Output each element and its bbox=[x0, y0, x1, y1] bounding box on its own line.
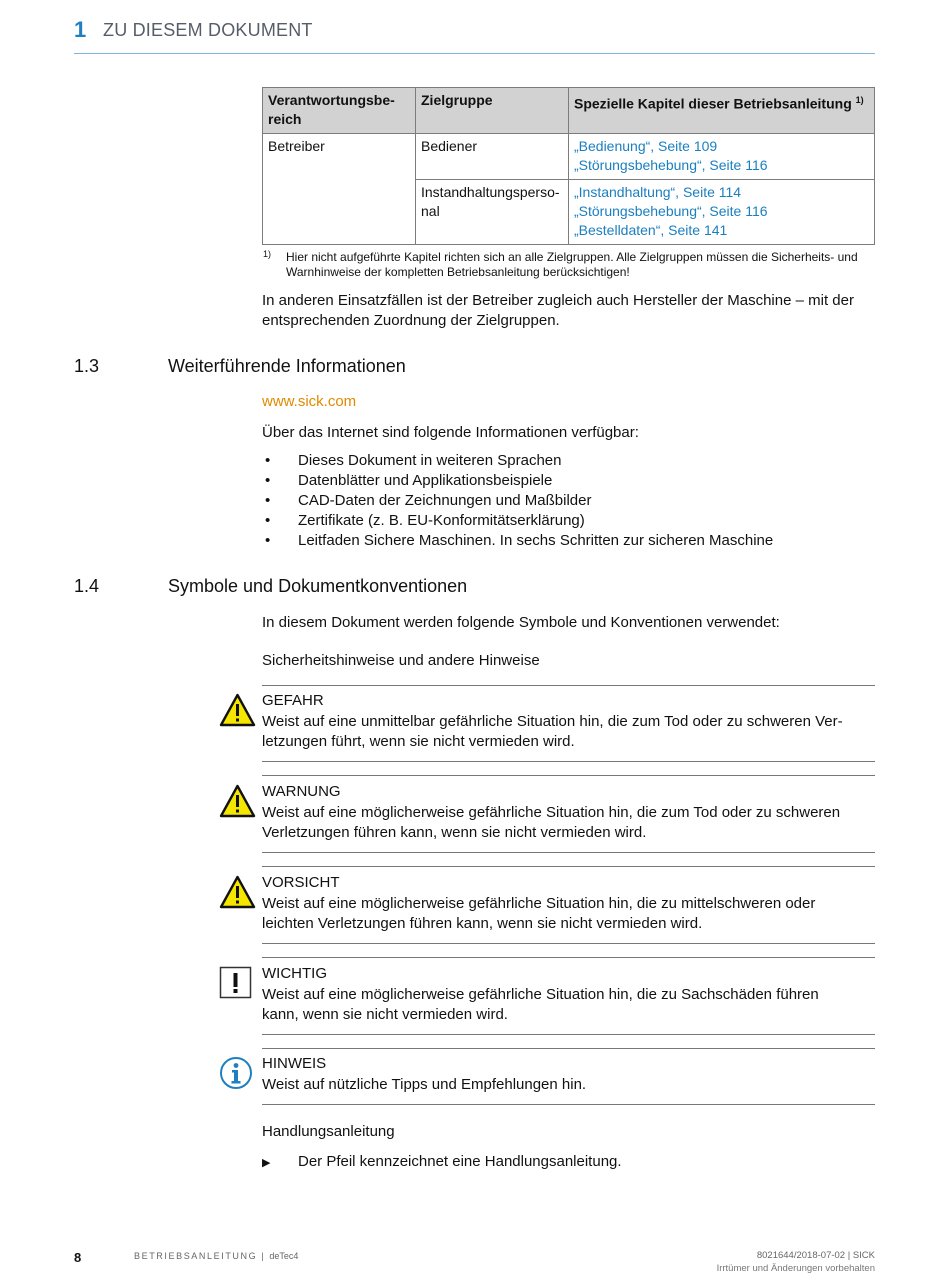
chapter-link[interactable]: „Störungsbehebung“, Seite 116 bbox=[574, 203, 768, 219]
note-text-important: Weist auf eine möglicherweise gefährliche Situation hin, die zu Sachschäden führen kann, wenn sie nicht vermieden wird. bbox=[262, 986, 819, 1023]
chapter-link[interactable]: „Bestelldaten“, Seite 141 bbox=[574, 222, 728, 238]
note-label-danger: GEFAHR bbox=[262, 692, 324, 709]
list-item: • Leitfaden Sichere Maschinen. In sechs Schritten zur sicheren Maschine bbox=[262, 531, 773, 551]
table-header-responsibility: Verantwortungsbe- reich bbox=[263, 88, 416, 134]
footnote-ref: 1) bbox=[855, 95, 864, 105]
conventions-intro: In diesem Dokument werden folgende Symbole und Konventionen verwendet: bbox=[262, 614, 780, 631]
footer-doc-type: BETRIEBSANLEITUNG bbox=[134, 1251, 258, 1261]
footer-disclaimer: Irrtümer und Änderungen vorbehalten bbox=[716, 1263, 875, 1274]
note-text-danger: Weist auf eine unmittelbar gefährliche Situation hin, die zum Tod oder zu schweren Ver- letzungen führt, wenn sie nicht vermieden wird. bbox=[262, 713, 843, 750]
note-top-rule bbox=[262, 685, 875, 686]
list-item: • Datenblätter und Applikationsbeispiele bbox=[262, 471, 773, 491]
paragraph-operator: In anderen Einsatzfällen ist der Betreiber zugleich auch Hersteller der Maschine – mit der entsprechenden Zuordnung der Zielgruppen. bbox=[262, 292, 854, 329]
table-header-row bbox=[263, 88, 875, 134]
list-item: • Dieses Dokument in weiteren Sprachen bbox=[262, 451, 773, 471]
arrow-right-icon: ▶ bbox=[262, 1157, 271, 1169]
note-label-caution: VORSICHT bbox=[262, 874, 340, 891]
section-title: Weiterführende Informationen bbox=[168, 356, 406, 376]
chapter-number: 1 bbox=[74, 17, 87, 42]
note-top-rule bbox=[262, 957, 875, 958]
table-header-chapters: Spezielle Kapitel dieser Betriebsanleitung $^{1)}$ bbox=[569, 88, 875, 134]
section-number: 1.3 bbox=[74, 356, 100, 376]
table-cell-links bbox=[569, 134, 875, 180]
header-divider bbox=[74, 53, 875, 54]
note-bottom-rule bbox=[262, 1104, 875, 1105]
chapter-link[interactable]: „Störungsbehebung“, Seite 116 bbox=[574, 157, 768, 173]
internet-intro: Über das Internet sind folgende Informationen verfügbar: bbox=[262, 424, 639, 441]
exclamation-box-icon bbox=[219, 966, 252, 999]
warning-triangle-icon bbox=[219, 693, 256, 727]
section-title: Symbole und Dokumentkonventionen bbox=[168, 576, 468, 596]
note-bottom-rule bbox=[262, 852, 875, 853]
note-label-important: WICHTIG bbox=[262, 965, 327, 982]
footer-doc-info: BETRIEBSANLEITUNG | deTec4 bbox=[134, 1251, 299, 1261]
note-top-rule bbox=[262, 866, 875, 867]
list-item: • Zertifikate (z. B. EU-Konformitätserklärung) bbox=[262, 511, 773, 531]
note-label-notice: HINWEIS bbox=[262, 1055, 327, 1072]
list-item: • CAD-Daten der Zeichnungen und Maßbilder bbox=[262, 491, 773, 511]
subheading-notes: Sicherheitshinweise und andere Hinweise bbox=[262, 652, 540, 669]
note-top-rule bbox=[262, 1048, 875, 1049]
table-cell-responsibility: Betreiber bbox=[263, 134, 416, 245]
section-number: 1.4 bbox=[74, 576, 100, 596]
note-text-notice: Weist auf nützliche Tipps und Empfehlungen hin. bbox=[262, 1076, 587, 1093]
subheading-action: Handlungsanleitung bbox=[262, 1123, 395, 1140]
chapter-link[interactable]: „Bedienung“, Seite 109 bbox=[574, 138, 718, 154]
note-bottom-rule bbox=[262, 1034, 875, 1035]
website-link[interactable]: www.sick.com bbox=[262, 393, 357, 410]
note-label-warning: WARNUNG bbox=[262, 783, 341, 800]
chapter-link[interactable]: „Instandhaltung“, Seite 114 bbox=[574, 184, 742, 200]
note-bottom-rule bbox=[262, 943, 875, 944]
warning-triangle-icon bbox=[219, 784, 256, 818]
table-cell-links bbox=[569, 180, 875, 245]
target-group-table bbox=[262, 87, 875, 245]
warning-triangle-icon bbox=[219, 875, 256, 909]
info-list bbox=[262, 451, 773, 551]
action-item bbox=[262, 1153, 622, 1170]
footnote-mark: 1) bbox=[263, 249, 272, 259]
info-circle-icon bbox=[219, 1056, 253, 1090]
action-item-text: Der Pfeil kennzeichnet eine Handlungsanleitung. bbox=[298, 1153, 622, 1170]
note-top-rule bbox=[262, 775, 875, 776]
footer-product: deTec4 bbox=[269, 1251, 299, 1261]
note-bottom-rule bbox=[262, 761, 875, 762]
note-text-warning: Weist auf eine möglicherweise gefährliche Situation hin, die zum Tod oder zu schweren Verletzungen führen kann, wenn sie nicht vermieden wird. bbox=[262, 804, 841, 841]
chapter-title: ZU DIESEM DOKUMENT bbox=[103, 20, 313, 40]
note-text-caution: Weist auf eine möglicherweise gefährliche Situation hin, die zu mittelschweren oder leichten Verletzungen führen kann, wenn sie nicht vermieden wird. bbox=[262, 895, 816, 932]
page-number: 8 bbox=[74, 1250, 82, 1265]
footnote-text: Hier nicht aufgeführte Kapitel richten sich an alle Zielgruppen. Alle Zielgruppen müssen die Sicherheits- und Warnhinweise der kompletten Betriebsanleitung berücksichtigen! bbox=[286, 250, 858, 279]
table-cell-target: Instandhaltungsperso- nal bbox=[416, 180, 569, 245]
footer-doc-id: 8021644/2018-07-02 | SICK bbox=[756, 1250, 875, 1261]
table-cell-target: Bediener bbox=[416, 134, 569, 180]
table-row bbox=[263, 134, 875, 180]
table-header-target-group: Zielgruppe bbox=[416, 88, 569, 134]
